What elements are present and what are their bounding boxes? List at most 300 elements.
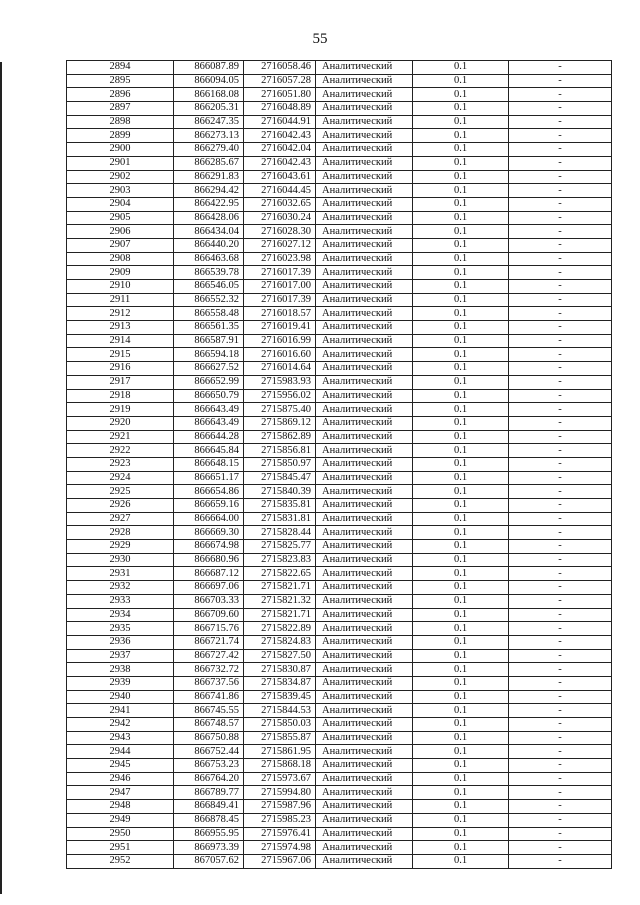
- note-cell: -: [509, 704, 612, 718]
- note-cell: -: [509, 252, 612, 266]
- page-number: 55: [312, 31, 328, 47]
- y-coordinate-cell: 2716016.60: [244, 348, 316, 362]
- note-cell: -: [509, 622, 612, 636]
- point-number-cell: 2915: [67, 348, 174, 362]
- method-cell: Аналитический: [316, 567, 413, 581]
- method-cell: Аналитический: [316, 197, 413, 211]
- x-coordinate-cell: 866748.57: [174, 718, 244, 732]
- method-cell: Аналитический: [316, 211, 413, 225]
- point-number-cell: 2905: [67, 211, 174, 225]
- table-row: [67, 581, 612, 595]
- table-row: [67, 553, 612, 567]
- method-cell: Аналитический: [316, 416, 413, 430]
- x-coordinate-cell: 866546.05: [174, 280, 244, 294]
- table-row: [67, 759, 612, 773]
- point-number-cell: 2922: [67, 444, 174, 458]
- y-coordinate-cell: 2715973.67: [244, 772, 316, 786]
- y-coordinate-cell: 2716016.99: [244, 334, 316, 348]
- point-number-cell: 2952: [67, 854, 174, 868]
- method-cell: Аналитический: [316, 280, 413, 294]
- method-cell: Аналитический: [316, 88, 413, 102]
- note-cell: -: [509, 594, 612, 608]
- y-coordinate-cell: 2715839.45: [244, 690, 316, 704]
- note-cell: -: [509, 800, 612, 814]
- method-cell: Аналитический: [316, 156, 413, 170]
- y-coordinate-cell: 2715840.39: [244, 485, 316, 499]
- accuracy-cell: 0.1: [413, 143, 509, 157]
- point-number-cell: 2938: [67, 663, 174, 677]
- method-cell: Аналитический: [316, 238, 413, 252]
- accuracy-cell: 0.1: [413, 718, 509, 732]
- point-number-cell: 2911: [67, 293, 174, 307]
- accuracy-cell: 0.1: [413, 375, 509, 389]
- note-cell: -: [509, 553, 612, 567]
- accuracy-cell: 0.1: [413, 362, 509, 376]
- x-coordinate-cell: 866291.83: [174, 170, 244, 184]
- method-cell: Аналитический: [316, 553, 413, 567]
- method-cell: Аналитический: [316, 307, 413, 321]
- x-coordinate-cell: 866669.30: [174, 526, 244, 540]
- method-cell: Аналитический: [316, 102, 413, 116]
- coordinates-table-body: [67, 61, 612, 869]
- method-cell: Аналитический: [316, 348, 413, 362]
- point-number-cell: 2916: [67, 362, 174, 376]
- method-cell: Аналитический: [316, 321, 413, 335]
- point-number-cell: 2897: [67, 102, 174, 116]
- note-cell: -: [509, 102, 612, 116]
- point-number-cell: 2908: [67, 252, 174, 266]
- note-cell: -: [509, 389, 612, 403]
- accuracy-cell: 0.1: [413, 635, 509, 649]
- x-coordinate-cell: 866680.96: [174, 553, 244, 567]
- accuracy-cell: 0.1: [413, 841, 509, 855]
- x-coordinate-cell: 866273.13: [174, 129, 244, 143]
- y-coordinate-cell: 2716017.00: [244, 280, 316, 294]
- accuracy-cell: 0.1: [413, 252, 509, 266]
- method-cell: Аналитический: [316, 649, 413, 663]
- point-number-cell: 2930: [67, 553, 174, 567]
- note-cell: -: [509, 348, 612, 362]
- accuracy-cell: 0.1: [413, 430, 509, 444]
- note-cell: -: [509, 457, 612, 471]
- table-row: [67, 499, 612, 513]
- y-coordinate-cell: 2716023.98: [244, 252, 316, 266]
- method-cell: Аналитический: [316, 622, 413, 636]
- method-cell: Аналитический: [316, 74, 413, 88]
- note-cell: -: [509, 403, 612, 417]
- point-number-cell: 2941: [67, 704, 174, 718]
- coordinates-table: [66, 60, 612, 869]
- accuracy-cell: 0.1: [413, 197, 509, 211]
- y-coordinate-cell: 2715845.47: [244, 471, 316, 485]
- note-cell: -: [509, 635, 612, 649]
- point-number-cell: 2944: [67, 745, 174, 759]
- x-coordinate-cell: 866750.88: [174, 731, 244, 745]
- table-row: [67, 854, 612, 868]
- table-row: [67, 540, 612, 554]
- y-coordinate-cell: 2716018.57: [244, 307, 316, 321]
- table-row: [67, 129, 612, 143]
- table-row: [67, 512, 612, 526]
- method-cell: Аналитический: [316, 143, 413, 157]
- method-cell: Аналитический: [316, 389, 413, 403]
- point-number-cell: 2902: [67, 170, 174, 184]
- note-cell: -: [509, 745, 612, 759]
- y-coordinate-cell: 2715868.18: [244, 759, 316, 773]
- table-row: [67, 170, 612, 184]
- table-row: [67, 307, 612, 321]
- table-row: [67, 800, 612, 814]
- table-row: [67, 61, 612, 75]
- y-coordinate-cell: 2716027.12: [244, 238, 316, 252]
- point-number-cell: 2895: [67, 74, 174, 88]
- y-coordinate-cell: 2715821.32: [244, 594, 316, 608]
- point-number-cell: 2918: [67, 389, 174, 403]
- accuracy-cell: 0.1: [413, 485, 509, 499]
- point-number-cell: 2904: [67, 197, 174, 211]
- y-coordinate-cell: 2715827.50: [244, 649, 316, 663]
- x-coordinate-cell: 867057.62: [174, 854, 244, 868]
- accuracy-cell: 0.1: [413, 663, 509, 677]
- accuracy-cell: 0.1: [413, 61, 509, 75]
- y-coordinate-cell: 2715869.12: [244, 416, 316, 430]
- accuracy-cell: 0.1: [413, 745, 509, 759]
- accuracy-cell: 0.1: [413, 608, 509, 622]
- point-number-cell: 2951: [67, 841, 174, 855]
- x-coordinate-cell: 866741.86: [174, 690, 244, 704]
- point-number-cell: 2925: [67, 485, 174, 499]
- method-cell: Аналитический: [316, 293, 413, 307]
- accuracy-cell: 0.1: [413, 88, 509, 102]
- y-coordinate-cell: 2715821.71: [244, 581, 316, 595]
- note-cell: -: [509, 238, 612, 252]
- table-row: [67, 430, 612, 444]
- x-coordinate-cell: 866650.79: [174, 389, 244, 403]
- y-coordinate-cell: 2716017.39: [244, 266, 316, 280]
- x-coordinate-cell: 866752.44: [174, 745, 244, 759]
- point-number-cell: 2931: [67, 567, 174, 581]
- table-row: [67, 772, 612, 786]
- y-coordinate-cell: 2715985.23: [244, 813, 316, 827]
- note-cell: -: [509, 225, 612, 239]
- x-coordinate-cell: 866645.84: [174, 444, 244, 458]
- table-row: [67, 485, 612, 499]
- accuracy-cell: 0.1: [413, 827, 509, 841]
- x-coordinate-cell: 866955.95: [174, 827, 244, 841]
- note-cell: -: [509, 786, 612, 800]
- table-row: [67, 416, 612, 430]
- x-coordinate-cell: 866294.42: [174, 184, 244, 198]
- x-coordinate-cell: 866697.06: [174, 581, 244, 595]
- method-cell: Аналитический: [316, 403, 413, 417]
- note-cell: -: [509, 581, 612, 595]
- x-coordinate-cell: 866687.12: [174, 567, 244, 581]
- y-coordinate-cell: 2715831.81: [244, 512, 316, 526]
- note-cell: -: [509, 471, 612, 485]
- y-coordinate-cell: 2715875.40: [244, 403, 316, 417]
- accuracy-cell: 0.1: [413, 348, 509, 362]
- y-coordinate-cell: 2716058.46: [244, 61, 316, 75]
- point-number-cell: 2910: [67, 280, 174, 294]
- accuracy-cell: 0.1: [413, 211, 509, 225]
- accuracy-cell: 0.1: [413, 499, 509, 513]
- table-row: [67, 786, 612, 800]
- point-number-cell: 2926: [67, 499, 174, 513]
- table-row: [67, 293, 612, 307]
- x-coordinate-cell: 866422.95: [174, 197, 244, 211]
- method-cell: Аналитический: [316, 457, 413, 471]
- table-row: [67, 403, 612, 417]
- table-row: [67, 74, 612, 88]
- table-row: [67, 156, 612, 170]
- method-cell: Аналитический: [316, 526, 413, 540]
- point-number-cell: 2948: [67, 800, 174, 814]
- table-row: [67, 321, 612, 335]
- accuracy-cell: 0.1: [413, 225, 509, 239]
- point-number-cell: 2901: [67, 156, 174, 170]
- x-coordinate-cell: 866279.40: [174, 143, 244, 157]
- table-row: [67, 594, 612, 608]
- x-coordinate-cell: 866651.17: [174, 471, 244, 485]
- y-coordinate-cell: 2716051.80: [244, 88, 316, 102]
- method-cell: Аналитический: [316, 499, 413, 513]
- table-row: [67, 690, 612, 704]
- y-coordinate-cell: 2715987.96: [244, 800, 316, 814]
- x-coordinate-cell: 866878.45: [174, 813, 244, 827]
- y-coordinate-cell: 2715834.87: [244, 676, 316, 690]
- table-row: [67, 457, 612, 471]
- y-coordinate-cell: 2716044.91: [244, 115, 316, 129]
- accuracy-cell: 0.1: [413, 690, 509, 704]
- y-coordinate-cell: 2716048.89: [244, 102, 316, 116]
- table-row: [67, 827, 612, 841]
- y-coordinate-cell: 2715822.89: [244, 622, 316, 636]
- note-cell: -: [509, 129, 612, 143]
- x-coordinate-cell: 866643.49: [174, 416, 244, 430]
- accuracy-cell: 0.1: [413, 649, 509, 663]
- accuracy-cell: 0.1: [413, 389, 509, 403]
- y-coordinate-cell: 2716028.30: [244, 225, 316, 239]
- note-cell: -: [509, 649, 612, 663]
- method-cell: Аналитический: [316, 594, 413, 608]
- x-coordinate-cell: 866789.77: [174, 786, 244, 800]
- accuracy-cell: 0.1: [413, 854, 509, 868]
- method-cell: Аналитический: [316, 704, 413, 718]
- accuracy-cell: 0.1: [413, 704, 509, 718]
- accuracy-cell: 0.1: [413, 444, 509, 458]
- accuracy-cell: 0.1: [413, 334, 509, 348]
- y-coordinate-cell: 2715862.89: [244, 430, 316, 444]
- point-number-cell: 2934: [67, 608, 174, 622]
- x-coordinate-cell: 866644.28: [174, 430, 244, 444]
- method-cell: Аналитический: [316, 225, 413, 239]
- table-row: [67, 731, 612, 745]
- method-cell: Аналитический: [316, 745, 413, 759]
- point-number-cell: 2919: [67, 403, 174, 417]
- y-coordinate-cell: 2715835.81: [244, 499, 316, 513]
- x-coordinate-cell: 866753.23: [174, 759, 244, 773]
- x-coordinate-cell: 866247.35: [174, 115, 244, 129]
- table-row: [67, 389, 612, 403]
- table-row: [67, 143, 612, 157]
- x-coordinate-cell: 866463.68: [174, 252, 244, 266]
- accuracy-cell: 0.1: [413, 457, 509, 471]
- note-cell: -: [509, 841, 612, 855]
- method-cell: Аналитический: [316, 786, 413, 800]
- accuracy-cell: 0.1: [413, 102, 509, 116]
- table-row: [67, 184, 612, 198]
- x-coordinate-cell: 866703.33: [174, 594, 244, 608]
- accuracy-cell: 0.1: [413, 129, 509, 143]
- note-cell: -: [509, 813, 612, 827]
- accuracy-cell: 0.1: [413, 321, 509, 335]
- method-cell: Аналитический: [316, 129, 413, 143]
- note-cell: -: [509, 293, 612, 307]
- note-cell: -: [509, 184, 612, 198]
- y-coordinate-cell: 2715821.71: [244, 608, 316, 622]
- note-cell: -: [509, 663, 612, 677]
- accuracy-cell: 0.1: [413, 238, 509, 252]
- point-number-cell: 2906: [67, 225, 174, 239]
- point-number-cell: 2924: [67, 471, 174, 485]
- point-number-cell: 2943: [67, 731, 174, 745]
- x-coordinate-cell: 866168.08: [174, 88, 244, 102]
- x-coordinate-cell: 866552.32: [174, 293, 244, 307]
- y-coordinate-cell: 2716043.61: [244, 170, 316, 184]
- table-row: [67, 444, 612, 458]
- point-number-cell: 2914: [67, 334, 174, 348]
- point-number-cell: 2929: [67, 540, 174, 554]
- note-cell: -: [509, 115, 612, 129]
- note-cell: -: [509, 718, 612, 732]
- table-row: [67, 211, 612, 225]
- note-cell: -: [509, 676, 612, 690]
- table-row: [67, 362, 612, 376]
- x-coordinate-cell: 866745.55: [174, 704, 244, 718]
- point-number-cell: 2894: [67, 61, 174, 75]
- x-coordinate-cell: 866094.05: [174, 74, 244, 88]
- x-coordinate-cell: 866285.67: [174, 156, 244, 170]
- y-coordinate-cell: 2715855.87: [244, 731, 316, 745]
- accuracy-cell: 0.1: [413, 800, 509, 814]
- x-coordinate-cell: 866627.52: [174, 362, 244, 376]
- x-coordinate-cell: 866973.39: [174, 841, 244, 855]
- point-number-cell: 2950: [67, 827, 174, 841]
- point-number-cell: 2936: [67, 635, 174, 649]
- y-coordinate-cell: 2716032.65: [244, 197, 316, 211]
- method-cell: Аналитический: [316, 266, 413, 280]
- method-cell: Аналитический: [316, 635, 413, 649]
- x-coordinate-cell: 866709.60: [174, 608, 244, 622]
- table-row: [67, 238, 612, 252]
- note-cell: -: [509, 526, 612, 540]
- note-cell: -: [509, 375, 612, 389]
- y-coordinate-cell: 2715956.02: [244, 389, 316, 403]
- y-coordinate-cell: 2715983.93: [244, 375, 316, 389]
- table-row: [67, 608, 612, 622]
- table-row: [67, 526, 612, 540]
- y-coordinate-cell: 2715850.97: [244, 457, 316, 471]
- y-coordinate-cell: 2716014.64: [244, 362, 316, 376]
- y-coordinate-cell: 2716030.24: [244, 211, 316, 225]
- method-cell: Аналитический: [316, 170, 413, 184]
- method-cell: Аналитический: [316, 827, 413, 841]
- accuracy-cell: 0.1: [413, 759, 509, 773]
- accuracy-cell: 0.1: [413, 813, 509, 827]
- method-cell: Аналитический: [316, 334, 413, 348]
- note-cell: -: [509, 280, 612, 294]
- method-cell: Аналитический: [316, 540, 413, 554]
- point-number-cell: 2932: [67, 581, 174, 595]
- point-number-cell: 2933: [67, 594, 174, 608]
- x-coordinate-cell: 866727.42: [174, 649, 244, 663]
- note-cell: -: [509, 540, 612, 554]
- point-number-cell: 2923: [67, 457, 174, 471]
- y-coordinate-cell: 2715967.06: [244, 854, 316, 868]
- method-cell: Аналитический: [316, 581, 413, 595]
- note-cell: -: [509, 197, 612, 211]
- note-cell: -: [509, 608, 612, 622]
- point-number-cell: 2912: [67, 307, 174, 321]
- point-number-cell: 2913: [67, 321, 174, 335]
- accuracy-cell: 0.1: [413, 184, 509, 198]
- x-coordinate-cell: 866087.89: [174, 61, 244, 75]
- method-cell: Аналитический: [316, 471, 413, 485]
- note-cell: -: [509, 485, 612, 499]
- x-coordinate-cell: 866561.35: [174, 321, 244, 335]
- method-cell: Аналитический: [316, 608, 413, 622]
- point-number-cell: 2942: [67, 718, 174, 732]
- y-coordinate-cell: 2715856.81: [244, 444, 316, 458]
- table-row: [67, 635, 612, 649]
- method-cell: Аналитический: [316, 676, 413, 690]
- accuracy-cell: 0.1: [413, 156, 509, 170]
- point-number-cell: 2920: [67, 416, 174, 430]
- table-row: [67, 225, 612, 239]
- y-coordinate-cell: 2715861.95: [244, 745, 316, 759]
- accuracy-cell: 0.1: [413, 772, 509, 786]
- accuracy-cell: 0.1: [413, 115, 509, 129]
- accuracy-cell: 0.1: [413, 280, 509, 294]
- x-coordinate-cell: 866440.20: [174, 238, 244, 252]
- x-coordinate-cell: 866652.99: [174, 375, 244, 389]
- point-number-cell: 2900: [67, 143, 174, 157]
- note-cell: -: [509, 430, 612, 444]
- accuracy-cell: 0.1: [413, 581, 509, 595]
- point-number-cell: 2928: [67, 526, 174, 540]
- accuracy-cell: 0.1: [413, 567, 509, 581]
- accuracy-cell: 0.1: [413, 512, 509, 526]
- accuracy-cell: 0.1: [413, 293, 509, 307]
- x-coordinate-cell: 866849.41: [174, 800, 244, 814]
- method-cell: Аналитический: [316, 61, 413, 75]
- method-cell: Аналитический: [316, 813, 413, 827]
- y-coordinate-cell: 2715974.98: [244, 841, 316, 855]
- x-coordinate-cell: 866558.48: [174, 307, 244, 321]
- table-row: [67, 115, 612, 129]
- accuracy-cell: 0.1: [413, 526, 509, 540]
- x-coordinate-cell: 866764.20: [174, 772, 244, 786]
- note-cell: -: [509, 74, 612, 88]
- x-coordinate-cell: 866737.56: [174, 676, 244, 690]
- note-cell: -: [509, 444, 612, 458]
- x-coordinate-cell: 866434.04: [174, 225, 244, 239]
- method-cell: Аналитический: [316, 663, 413, 677]
- point-number-cell: 2909: [67, 266, 174, 280]
- y-coordinate-cell: 2715823.83: [244, 553, 316, 567]
- y-coordinate-cell: 2716042.43: [244, 156, 316, 170]
- table-row: [67, 718, 612, 732]
